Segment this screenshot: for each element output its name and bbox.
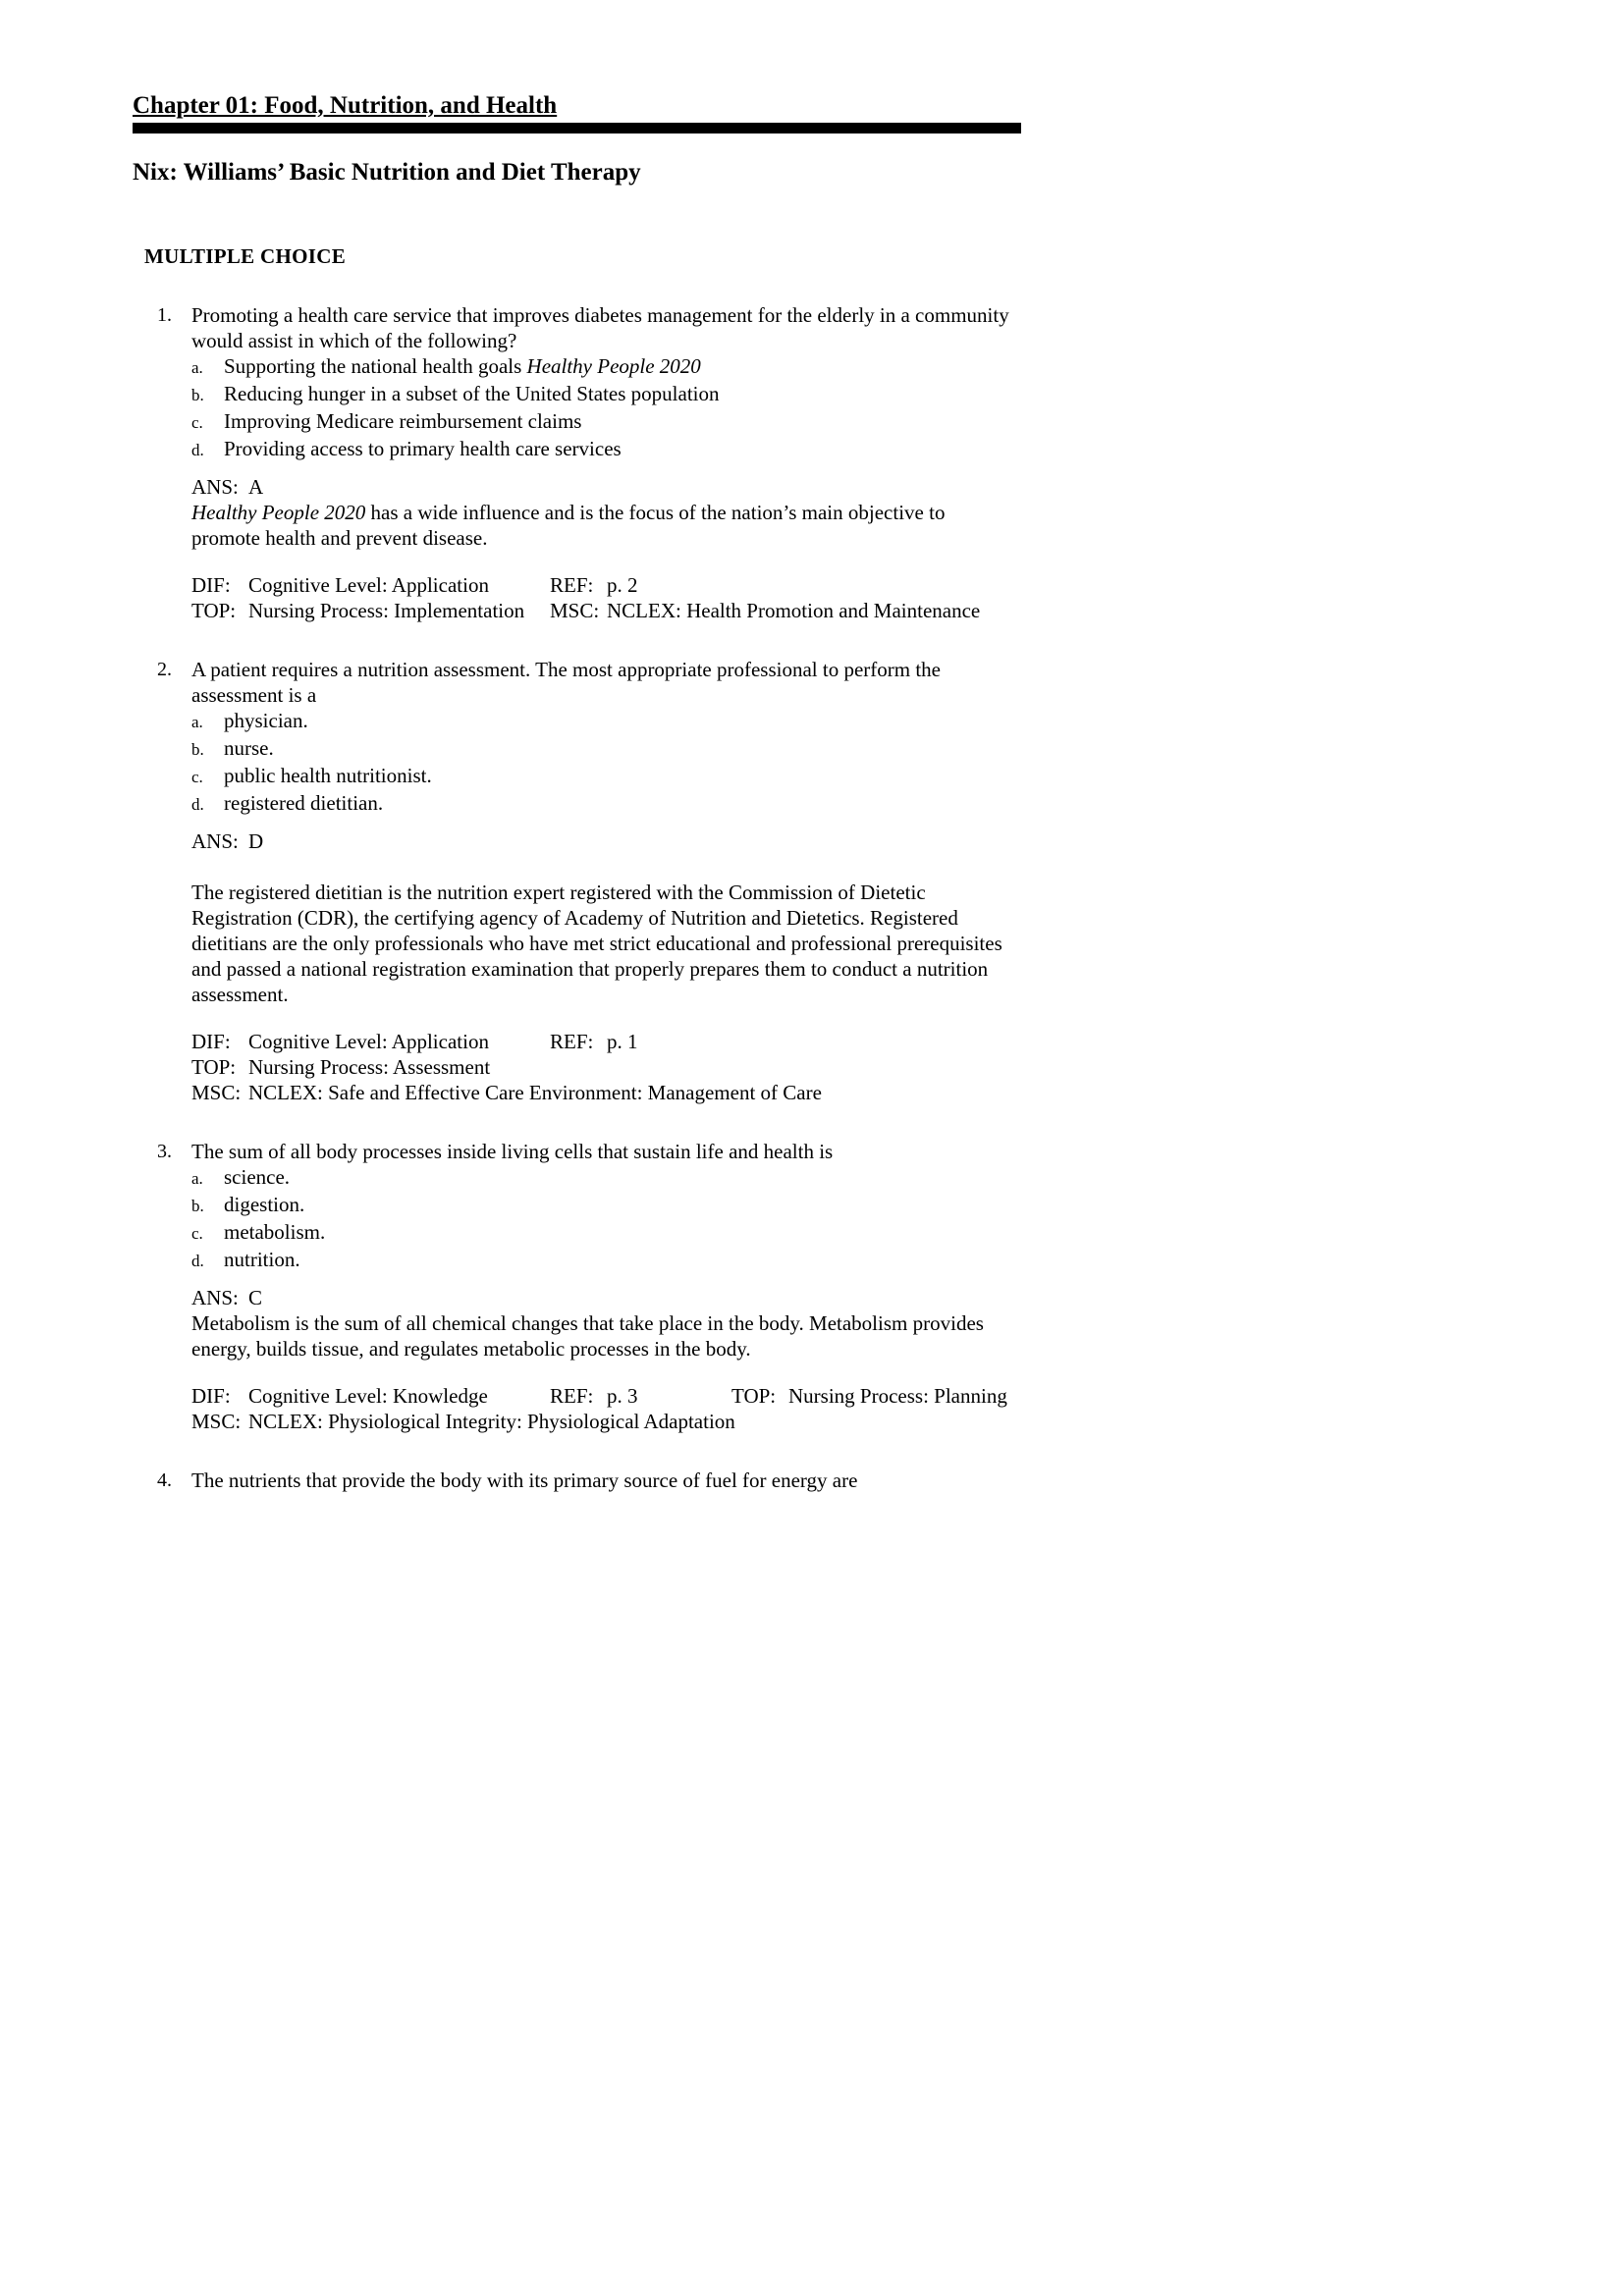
option-text: Improving Medicare reimbursement claims [224,409,582,433]
option-text: Providing access to primary health care services [224,437,622,460]
meta-label: REF: [550,573,594,597]
option-letter: a. [191,713,203,731]
question-stem: Promoting a health care service that improves diabetes management for the elderly in a community would assist in which of the following? [191,303,1009,352]
question [133,657,1624,1105]
meta-item [550,1029,1016,1054]
question-body [191,302,1016,623]
meta-label: TOP: [191,1055,237,1079]
meta-item [550,572,1016,598]
option-text: nutrition. [224,1248,300,1271]
option-letter: d. [191,1252,204,1270]
meta-row [191,1383,1016,1409]
option [191,1192,1016,1219]
option-letter: c. [191,1224,203,1243]
meta-label: REF: [550,1384,594,1408]
question [133,1139,1624,1434]
answer-value: C [248,1286,263,1309]
rationale: The registered dietitian is the nutrition expert registered with the Commission of Dietetic Registration (CDR), the certifying agency of Academy of Nutrition and Dietetics. Registered dietitians are the only professionals who have met strict educational and professional prerequisites and passed a national registration examination that properly prepares them to conduct a nutrition assessment. [191,881,1002,1006]
meta-label: DIF: [191,1030,231,1053]
meta-value: NCLEX: Health Promotion and Maintenance [607,599,981,622]
meta-label: DIF: [191,573,231,597]
meta-row [191,572,1016,598]
option-letter: d. [191,795,204,814]
option-text: metabolism. [224,1220,326,1244]
meta-label: DIF: [191,1384,231,1408]
meta-item [191,1409,1016,1434]
meta-item [191,1054,1016,1080]
answer-line [191,828,1016,854]
chapter-title: Chapter 01: Food, Nutrition, and Health [133,92,558,119]
option-text-italic: Healthy People 2020 [526,354,701,378]
meta-value: Cognitive Level: Application [248,573,489,597]
rationale-italic: Healthy People 2020 [191,501,366,524]
meta-value: p. 1 [607,1030,638,1053]
option [191,790,1016,818]
option-text: physician. [224,709,308,732]
option-letter: b. [191,386,204,404]
question-body [191,1139,1016,1434]
question-stem: The sum of all body processes inside living cells that sustain life and health is [191,1140,834,1163]
meta-value: Nursing Process: Planning [788,1384,1007,1408]
meta-item [191,598,550,623]
meta-label: REF: [550,1030,594,1053]
meta-item [550,598,1016,623]
meta-label: MSC: [191,1081,242,1104]
meta-row [191,1029,1016,1054]
meta-value: NCLEX: Physiological Integrity: Physiological Adaptation [248,1410,735,1433]
rationale-text: has a wide influence and is the focus of the nation’s main objective to promote health and prevent disease. [191,501,946,550]
answer-line [191,1285,1016,1310]
option [191,763,1016,790]
rationale [191,500,1016,551]
rationale: Metabolism is the sum of all chemical changes that take place in the body. Metabolism provides energy, builds tissue, and regulates metabolic processes in the body. [191,1311,984,1361]
meta-block [191,1383,1016,1434]
option [191,381,1016,408]
meta-row [191,598,1016,623]
question-stem: The nutrients that provide the body with its primary source of fuel for energy are [191,1468,858,1492]
option [191,436,1016,463]
meta-item [731,1383,1016,1409]
meta-value: Nursing Process: Implementation [248,599,525,622]
option [191,1164,1016,1192]
option-text: public health nutritionist. [224,764,432,787]
meta-item [191,572,550,598]
meta-item [191,1080,1016,1105]
title-rule [133,123,1021,133]
option [191,353,1016,381]
meta-item [550,1383,731,1409]
question-number: 4. [157,1469,172,1491]
question-body [191,1468,1016,1493]
meta-row [191,1054,1016,1080]
meta-item [191,1383,550,1409]
question-stem: A patient requires a nutrition assessment. The most appropriate professional to perform the assessment is a [191,658,942,707]
meta-value: Nursing Process: Assessment [248,1055,491,1079]
meta-value: Cognitive Level: Knowledge [248,1384,488,1408]
answer-value: D [248,829,264,853]
option-letter: b. [191,1197,204,1215]
answer-value: A [248,475,264,499]
question-number: 1. [157,304,172,326]
option-text: science. [224,1165,291,1189]
option-text: Reducing hunger in a subset of the United States population [224,382,720,405]
option [191,408,1016,436]
option-text: registered dietitian. [224,791,384,815]
meta-value: Cognitive Level: Application [248,1030,489,1053]
option [191,735,1016,763]
meta-value: p. 3 [607,1384,638,1408]
option-text-plain: Supporting the national health goals [224,354,527,378]
answer-label: ANS: [191,475,239,499]
option [191,1247,1016,1274]
option-text: digestion. [224,1193,305,1216]
question [133,302,1624,623]
option [191,1219,1016,1247]
question-body [191,657,1016,1105]
option-letter: c. [191,413,203,432]
question-number: 2. [157,659,172,680]
book-title: Nix: Williams’ Basic Nutrition and Diet Therapy [133,159,641,186]
meta-label: TOP: [731,1384,777,1408]
meta-label: MSC: [550,599,600,622]
meta-row [191,1409,1016,1434]
option-letter: b. [191,740,204,759]
meta-value: NCLEX: Safe and Effective Care Environment: Management of Care [248,1081,822,1104]
answer-line [191,474,1016,500]
option-letter: a. [191,358,203,377]
meta-value: p. 2 [607,573,638,597]
section-heading: MULTIPLE CHOICE [144,244,347,268]
option-letter: c. [191,768,203,786]
answer-label: ANS: [191,1286,239,1309]
option [191,708,1016,735]
meta-label: TOP: [191,599,237,622]
meta-block [191,1029,1016,1105]
question [133,1468,1624,1493]
answer-label: ANS: [191,829,239,853]
option-text: nurse. [224,736,274,760]
option-letter: d. [191,441,204,459]
meta-item [191,1029,550,1054]
option-letter: a. [191,1169,203,1188]
meta-block [191,572,1016,623]
meta-label: MSC: [191,1410,242,1433]
question-number: 3. [157,1141,172,1162]
meta-row [191,1080,1016,1105]
option-text [224,353,1016,381]
